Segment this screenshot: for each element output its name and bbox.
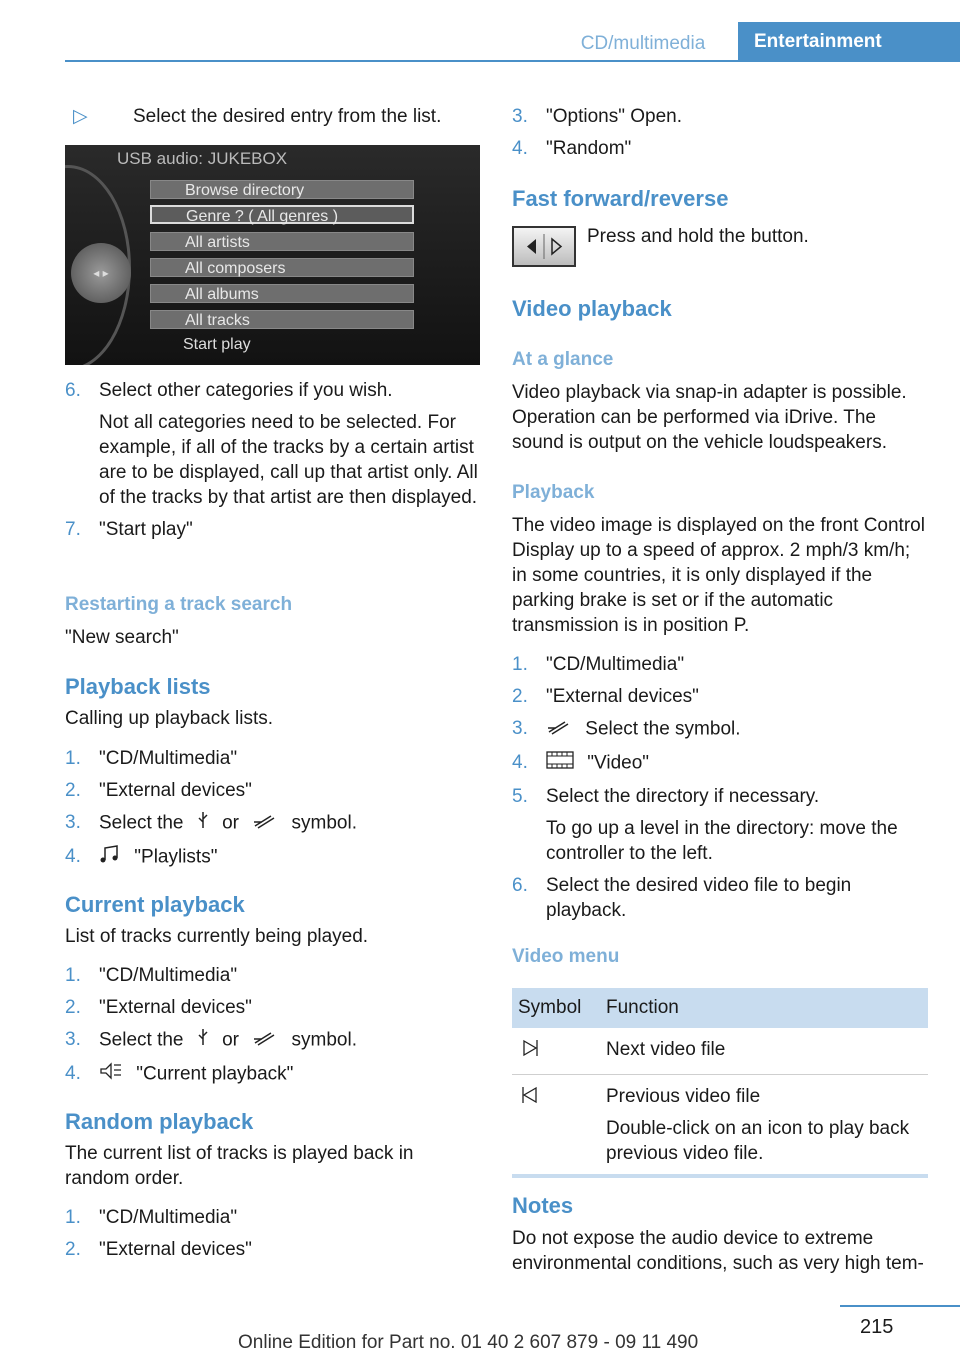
list-item: 4. "Playlists" (65, 844, 483, 871)
playback-heading: Playback (512, 482, 595, 503)
list-item: 3. Select the or symbol. (65, 1027, 483, 1054)
table-header: Function (600, 988, 928, 1028)
usb-icon (197, 1027, 209, 1054)
page-number: 215 (860, 1316, 894, 1338)
screen-title: USB audio: JUKEBOX (117, 149, 288, 168)
restart-heading: Restarting a track search (65, 594, 293, 615)
footer-edition: Online Edition for Part no. 01 40 2 607 879 - 09 11 490 (238, 1332, 699, 1353)
table-cell: Next video file (600, 1028, 928, 1075)
list-item: 1. "CD/Multimedia" (65, 748, 238, 769)
table-cell (512, 1028, 600, 1075)
screen-menu-item: All artists (150, 232, 414, 251)
list-item: 3. "Options" Open. (512, 106, 683, 127)
restart-text: "New search" (65, 627, 179, 648)
screen-menu-item: Start play (183, 336, 251, 353)
audio-device-icon (252, 810, 278, 837)
list-item: 6. Select the desired video file to begin playback. (512, 875, 852, 921)
list-item: 3. Select the or symbol. (65, 810, 483, 837)
screen-menu-item: Browse directory (150, 180, 414, 199)
video-menu-table (512, 988, 928, 1178)
step6-note: Not all categories need to be selected. For example, if all of the tracks by a certain artist are to be displayed, call up that artist only. All of the tracks by that artist are then displayed. (99, 412, 478, 508)
header-section: CD/multimedia (580, 33, 706, 54)
ff-text: Press and hold the button. (587, 226, 809, 247)
usb-icon (197, 810, 209, 837)
current-intro: List of tracks currently being played. (65, 926, 369, 947)
seek-button-icon (512, 226, 576, 267)
list-item: 1. "CD/Multimedia" (65, 1207, 238, 1228)
triangle-bullet-icon: ▷ (73, 106, 88, 127)
video-heading: Video playback (512, 296, 672, 321)
list-item: 2. "External devices" (512, 686, 699, 707)
screen-menu-item: All composers (150, 258, 414, 277)
controller-knob-icon: ◂ ▸ (71, 243, 131, 303)
list-item: 4. "Current playback" (65, 1061, 483, 1088)
table-cell (512, 1075, 600, 1177)
table-header: Symbol (512, 988, 600, 1028)
current-heading: Current playback (65, 892, 245, 917)
previous-file-icon (518, 1090, 542, 1111)
notes-text: Do not expose the audio device to extreme environmental conditions, such as very high tem- (512, 1228, 924, 1274)
audio-device-icon (252, 1027, 278, 1054)
menu-heading: Video menu (512, 946, 620, 967)
screen-menu-item-selected: Genre ? ( All genres ) (150, 205, 414, 224)
list-item: 7. "Start play" (65, 519, 193, 540)
table-row (512, 1028, 928, 1075)
notes-heading: Notes (512, 1193, 574, 1218)
playlists-heading: Playback lists (65, 674, 211, 699)
list-item: 4. "Video" (512, 750, 930, 777)
list-item: 4. "Random" (512, 138, 632, 159)
list-item: 1. "CD/Multimedia" (65, 965, 238, 986)
bullet-select-entry: ▷ Select the desired entry from the list. (73, 106, 442, 127)
next-file-icon (518, 1043, 542, 1064)
screen-menu-item: All albums (150, 284, 414, 303)
playlists-intro: Calling up playback lists. (65, 708, 274, 729)
playlist-icon (99, 844, 121, 871)
step5-note: To go up a level in the directory: move the controller to the left. (546, 818, 898, 864)
steps-6-7 (65, 378, 483, 542)
header-chapter-tab: Entertainment (738, 22, 960, 62)
random-heading: Random playback (65, 1109, 254, 1134)
glance-heading: At a glance (512, 349, 614, 370)
footer-rule (840, 1305, 960, 1307)
random-steps-continued (512, 104, 930, 161)
table-header-row (512, 988, 928, 1028)
audio-device-icon (546, 716, 572, 743)
current-steps (65, 963, 483, 1088)
screen-menu-item: All tracks (150, 310, 414, 329)
random-steps (65, 1205, 483, 1262)
ff-heading: Fast forward/reverse (512, 186, 729, 211)
glance-text: Video playback via snap-in adapter is possible. Operation can be performed via iDrive. The sound is output on the vehicle loudspeakers. (512, 382, 907, 453)
playback-text: The video image is displayed on the front Control Display up to a speed of approx. 2 mph/3 km/h; in some countries, it is only displayed if the parking brake is set or if the automatic transmission is in position P. (512, 515, 925, 636)
header-rule (65, 60, 960, 62)
list-item: 2. "External devices" (65, 1239, 252, 1260)
list-item: 2. "External devices" (65, 997, 252, 1018)
table-cell: Previous video file Double-click on an icon to play back previous video file. (600, 1075, 928, 1177)
list-item: 6. Select other categories if you wish. (65, 380, 393, 401)
list-item: 2. "External devices" (65, 780, 252, 801)
table-row (512, 1075, 928, 1177)
playlists-steps (65, 746, 483, 871)
idrive-screen-image (65, 145, 480, 365)
list-item: 5. Select the directory if necessary. (512, 786, 820, 807)
current-playback-icon (99, 1061, 123, 1088)
film-icon (546, 750, 574, 777)
list-item: 3. Select the symbol. (512, 716, 930, 743)
random-intro: The current list of tracks is played back in random order. (65, 1143, 414, 1189)
list-item: 1. "CD/Multimedia" (512, 654, 685, 675)
video-steps (512, 652, 930, 923)
